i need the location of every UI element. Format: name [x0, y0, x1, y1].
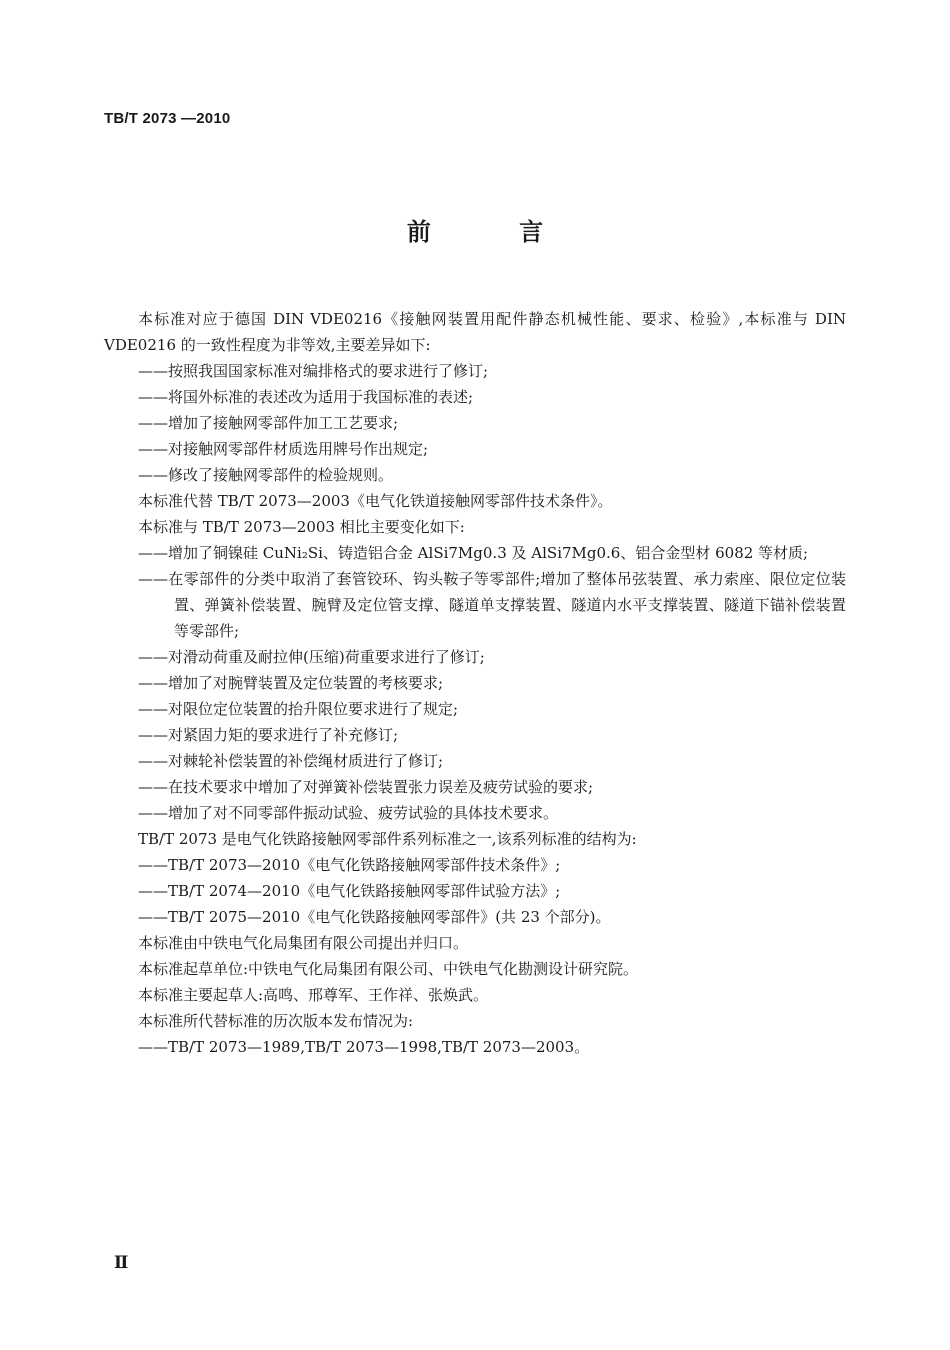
foreword-paragraph: ——对限位定位装置的抬升限位要求进行了规定; [138, 700, 459, 718]
foreword-paragraph: ——增加了对不同零部件振动试验、疲劳试验的具体技术要求。 [138, 804, 559, 822]
foreword-paragraph: ——TB/T 2074—2010《电气化铁路接触网零部件试验方法》; [138, 882, 561, 900]
foreword-paragraph: ——对滑动荷重及耐拉伸(压缩)荷重要求进行了修订; [138, 648, 485, 666]
foreword-paragraph: 本标准与 TB/T 2073—2003 相比主要变化如下: [138, 518, 465, 536]
foreword-paragraph: ——对接触网零部件材质选用牌号作出规定; [138, 440, 429, 458]
foreword-paragraph: ——TB/T 2073—2010《电气化铁路接触网零部件技术条件》; [138, 856, 561, 874]
foreword-paragraph: ——按照我国国家标准对编排格式的要求进行了修订; [138, 362, 489, 380]
foreword-paragraph: 本标准由中铁电气化局集团有限公司提出并归口。 [138, 934, 469, 952]
foreword-paragraph: ——TB/T 2073—1989,TB/T 2073—1998,TB/T 2073—2003。 [138, 1038, 590, 1056]
foreword-paragraph: 本标准起草单位:中铁电气化局集团有限公司、中铁电气化勘测设计研究院。 [138, 960, 639, 978]
foreword-paragraph: 本标准对应于德国 DIN VDE0216《接触网装置用配件静态机械性能、要求、检验》,本标准与 DIN VDE0216 的一致性程度为非等效,主要差异如下: [104, 310, 846, 354]
foreword-paragraph: ——对紧固力矩的要求进行了补充修订; [138, 726, 399, 744]
foreword-paragraph: ——增加了接触网零部件加工工艺要求; [138, 414, 399, 432]
foreword-paragraph: 本标准主要起草人:高鸣、邢尊军、王作祥、张焕武。 [138, 986, 489, 1004]
foreword-paragraph: 本标准所代替标准的历次版本发布情况为: [138, 1012, 414, 1030]
foreword-body [104, 306, 846, 1060]
foreword-paragraph: ——在技术要求中增加了对弹簧补偿装置张力误差及疲劳试验的要求; [138, 778, 594, 796]
foreword-paragraph: 本标准代替 TB/T 2073—2003《电气化铁道接触网零部件技术条件》。 [138, 492, 613, 510]
foreword-paragraph: ——在零部件的分类中取消了套管铰环、钩头鞍子等零部件;增加了整体吊弦装置、承力索座、限位定位装置、弹簧补偿装置、腕臂及定位管支撑、隧道单支撑装置、隧道内水平支撑装置、隧道下锚补偿装置等零部件; [138, 570, 846, 640]
page-number: Ⅱ [114, 1253, 129, 1273]
foreword-paragraph: ——对棘轮补偿装置的补偿绳材质进行了修订; [138, 752, 444, 770]
standard-code: TB/T 2073 —2010 [104, 110, 231, 127]
foreword-paragraph: ——将国外标准的表述改为适用于我国标准的表述; [138, 388, 474, 406]
foreword-paragraph: TB/T 2073 是电气化铁路接触网零部件系列标准之一,该系列标准的结构为: [138, 830, 637, 848]
foreword-paragraph: ——修改了接触网零部件的检验规则。 [138, 466, 394, 484]
page-title: 前 言 [406, 218, 584, 246]
foreword-paragraph: ——增加了对腕臂装置及定位装置的考核要求; [138, 674, 444, 692]
foreword-paragraph: ——TB/T 2075—2010《电气化铁路接触网零部件》(共 23 个部分)。 [138, 908, 611, 926]
foreword-paragraph: ——增加了铜镍硅 CuNi₂Si、铸造铝合金 AlSi7Mg0.3 及 AlSi7Mg0.6、铝合金型材 6082 等材质; [138, 544, 809, 562]
